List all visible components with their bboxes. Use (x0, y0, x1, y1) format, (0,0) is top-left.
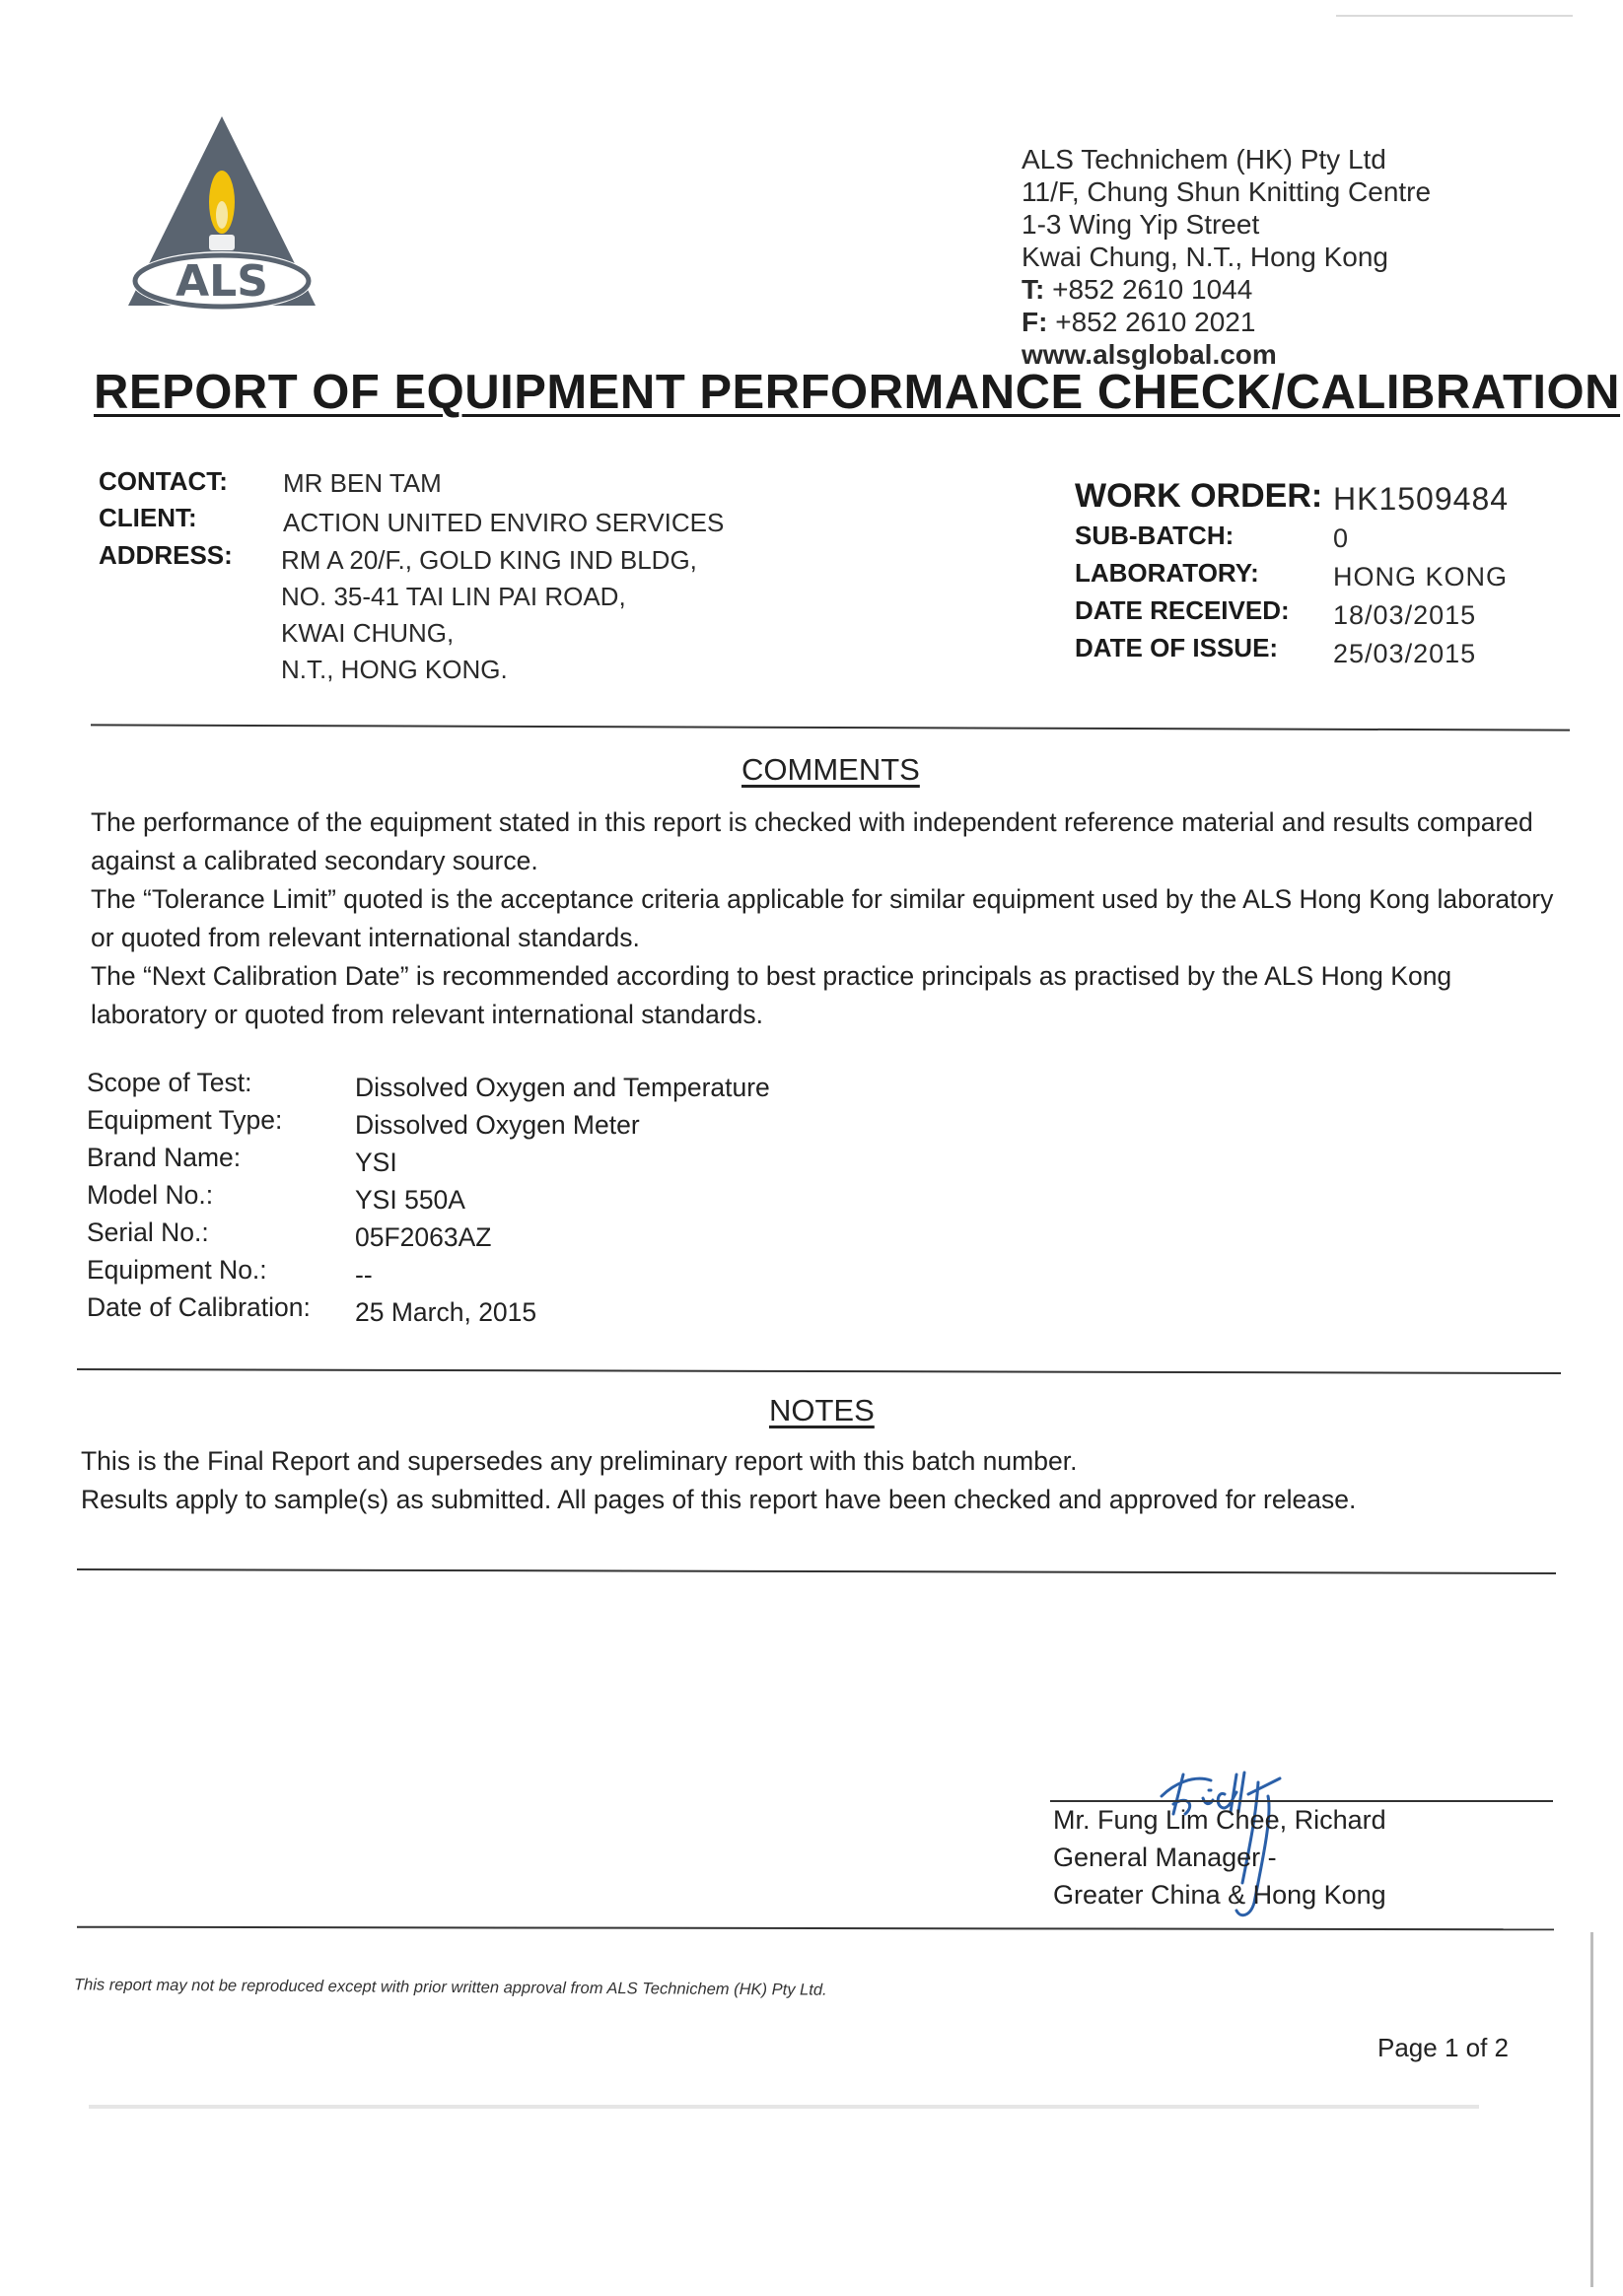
contact-label: CONTACT: (99, 466, 228, 496)
address-line: KWAI CHUNG, (281, 618, 455, 648)
als-logo (118, 108, 325, 315)
note-line: This is the Final Report and supersedes any preliminary report with this batch number. (81, 1446, 1078, 1476)
client-label: CLIENT: (99, 503, 197, 532)
work-order-label: WORK ORDER: (1075, 477, 1323, 515)
address-line: NO. 35-41 TAI LIN PAI ROAD, (281, 582, 626, 611)
spec-row: Equipment Type: (87, 1105, 283, 1135)
date-received-value: 18/03/2015 (1333, 600, 1477, 630)
sub-batch-value: 0 (1333, 523, 1350, 553)
date-of-issue-value: 25/03/2015 (1333, 639, 1477, 668)
work-order-value: HK1509484 (1333, 481, 1510, 517)
spec-value: 25 March, 2015 (355, 1297, 537, 1327)
comment-paragraph: The “Tolerance Limit” quoted is the acceptance criteria applicable for similar equipment used by the ALS Hong Kong laboratory or quoted from relevant international standards. (91, 884, 1554, 952)
spec-row: Brand Name: (87, 1143, 242, 1172)
note-line: Results apply to sample(s) as submitted. All pages of this report have been checked and approved for release. (81, 1485, 1357, 1514)
als-logo-icon (118, 108, 325, 315)
report-title: REPORT OF EQUIPMENT PERFORMANCE CHECK/CALIBRATION (94, 366, 1621, 419)
notes-heading: NOTES (769, 1393, 875, 1427)
spec-value: Dissolved Oxygen and Temperature (355, 1073, 770, 1102)
decorative-rule (89, 2105, 1479, 2109)
spec-row: Model No.: (87, 1180, 214, 1210)
logo-text: ALS (176, 256, 268, 307)
comment-paragraph: The performance of the equipment stated in this report is checked with independent reference material and results compared against a calibrated secondary source. (91, 807, 1533, 875)
spec-value: YSI (355, 1148, 397, 1177)
spec-value: -- (355, 1260, 373, 1289)
comments-text (91, 803, 1575, 1034)
spec-row: Date of Calibration: (87, 1292, 311, 1322)
contact-value: MR BEN TAM (283, 468, 442, 498)
date-of-issue-label: DATE OF ISSUE: (1075, 633, 1279, 662)
divider (77, 1568, 1556, 1574)
spec-row: Equipment No.: (87, 1255, 267, 1285)
company-address-line: 1-3 Wing Yip Street (1022, 209, 1260, 240)
company-address-block (1022, 143, 1431, 371)
signatory-region: Greater China & Hong Kong (1053, 1880, 1386, 1910)
spec-row: Serial No.: (87, 1218, 209, 1247)
spec-value: YSI 550A (355, 1185, 465, 1215)
spec-value: Dissolved Oxygen Meter (355, 1110, 640, 1140)
signatory-name: Mr. Fung Lim Chee, Richard (1053, 1805, 1386, 1835)
spec-row: Scope of Test: (87, 1068, 252, 1097)
company-address-line: 11/F, Chung Shun Knitting Centre (1022, 176, 1432, 207)
page-number: Page 1 of 2 (1377, 2033, 1509, 2062)
laboratory-value: HONG KONG (1333, 562, 1509, 591)
client-value: ACTION UNITED ENVIRO SERVICES (283, 508, 725, 537)
comment-paragraph: The “Next Calibration Date” is recommended according to best practice principals as practised by the ALS Hong Kong laboratory or quoted from relevant international standards. (91, 961, 1452, 1029)
divider (77, 1368, 1561, 1374)
notes-text (81, 1442, 1580, 1519)
address-line: N.T., HONG KONG. (281, 655, 508, 684)
footer-disclaimer: This report may not be reproduced except with prior written approval from ALS Technichem (HK) Pty Ltd. (73, 1976, 827, 1999)
company-address-line: Kwai Chung, N.T., Hong Kong (1022, 242, 1388, 272)
divider (77, 1926, 1554, 1931)
laboratory-label: LABORATORY: (1075, 558, 1259, 588)
comments-heading: COMMENTS (741, 752, 920, 787)
spec-value: 05F2063AZ (355, 1222, 492, 1252)
client-address (281, 542, 697, 688)
company-name: ALS Technichem (HK) Pty Ltd (1022, 144, 1386, 174)
address-line: RM A 20/F., GOLD KING IND BLDG, (281, 545, 697, 575)
decorative-rule (1590, 1932, 1593, 2287)
signatory-block (1053, 1801, 1386, 1913)
divider (91, 724, 1570, 731)
signatory-title: General Manager - (1053, 1843, 1277, 1872)
sub-batch-label: SUB-BATCH: (1075, 521, 1235, 550)
company-phone: T: +852 2610 1044 (1022, 274, 1253, 305)
date-received-label: DATE RECEIVED: (1075, 595, 1290, 625)
company-fax: F: +852 2610 2021 (1022, 307, 1256, 337)
decorative-rule (1336, 15, 1573, 17)
company-website: www.alsglobal.com (1022, 339, 1277, 370)
address-label: ADDRESS: (99, 540, 233, 570)
